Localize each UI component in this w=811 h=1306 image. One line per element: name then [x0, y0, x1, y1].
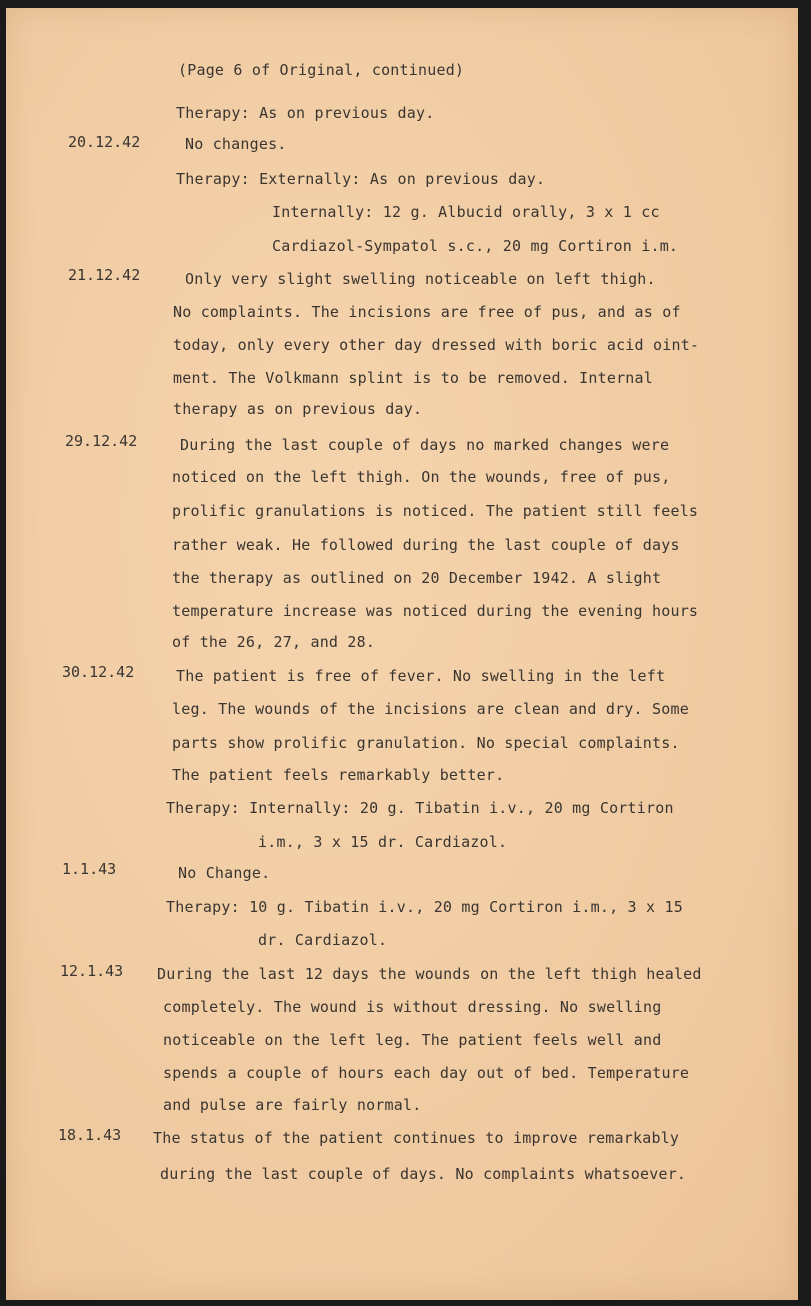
document-page: [6, 8, 798, 1300]
entry-date: 29.12.42: [65, 432, 138, 450]
text-line: rather weak. He followed during the last couple of days: [172, 536, 680, 554]
entry-date: 18.1.43: [58, 1126, 122, 1144]
text-line: parts show prolific granulation. No special complaints.: [172, 734, 680, 752]
text-line: The patient feels remarkably better.: [172, 766, 505, 784]
text-line: completely. The wound is without dressing. No swelling: [163, 998, 662, 1016]
text-line: of the 26, 27, and 28.: [172, 633, 376, 651]
text-line: Only very slight swelling noticeable on left thigh.: [185, 270, 656, 288]
text-line: noticeable on the left leg. The patient feels well and: [163, 1031, 662, 1049]
text-line: leg. The wounds of the incisions are clean and dry. Some: [172, 700, 689, 718]
text-line: Cardiazol-Sympatol s.c., 20 mg Cortiron i.m.: [272, 237, 679, 255]
text-line: and pulse are fairly normal.: [163, 1096, 422, 1114]
text-line: Therapy: Externally: As on previous day.: [176, 170, 546, 188]
text-line: therapy as on previous day.: [173, 400, 423, 418]
text-line: dr. Cardiazol.: [258, 931, 388, 949]
text-line: temperature increase was noticed during the evening hours: [172, 602, 699, 620]
text-line: No changes.: [185, 135, 287, 153]
text-line: No Change.: [178, 864, 271, 882]
entry-date: 30.12.42: [62, 663, 135, 681]
text-line: The status of the patient continues to improve remarkably: [153, 1129, 680, 1147]
text-line: During the last couple of days no marked changes were: [180, 436, 670, 454]
text-line: ment. The Volkmann splint is to be removed. Internal: [173, 369, 653, 387]
text-line: spends a couple of hours each day out of bed. Temperature: [163, 1064, 690, 1082]
text-line: i.m., 3 x 15 dr. Cardiazol.: [258, 833, 508, 851]
entry-date: 1.1.43: [62, 860, 117, 878]
text-line: No complaints. The incisions are free of pus, and as of: [173, 303, 681, 321]
entry-date: 21.12.42: [68, 266, 141, 284]
text-line: During the last 12 days the wounds on the left thigh healed: [157, 965, 702, 983]
text-line: today, only every other day dressed with boric acid oint-: [173, 336, 700, 354]
text-line: Therapy: Internally: 20 g. Tibatin i.v., 20 mg Cortiron: [166, 799, 674, 817]
text-line: prolific granulations is noticed. The patient still feels: [172, 502, 699, 520]
text-line: noticed on the left thigh. On the wounds, free of pus,: [172, 468, 671, 486]
text-line: during the last couple of days. No complaints whatsoever.: [160, 1165, 687, 1183]
page-header: (Page 6 of Original, continued): [178, 61, 465, 79]
entry-date: 12.1.43: [60, 962, 124, 980]
entry-date: 20.12.42: [68, 133, 141, 151]
text-line: Internally: 12 g. Albucid orally, 3 x 1 cc: [272, 203, 660, 221]
text-line: Therapy: As on previous day.: [176, 104, 435, 122]
text-line: The patient is free of fever. No swelling in the left: [176, 667, 666, 685]
text-line: Therapy: 10 g. Tibatin i.v., 20 mg Cortiron i.m., 3 x 15: [166, 898, 683, 916]
text-line: the therapy as outlined on 20 December 1942. A slight: [172, 569, 662, 587]
